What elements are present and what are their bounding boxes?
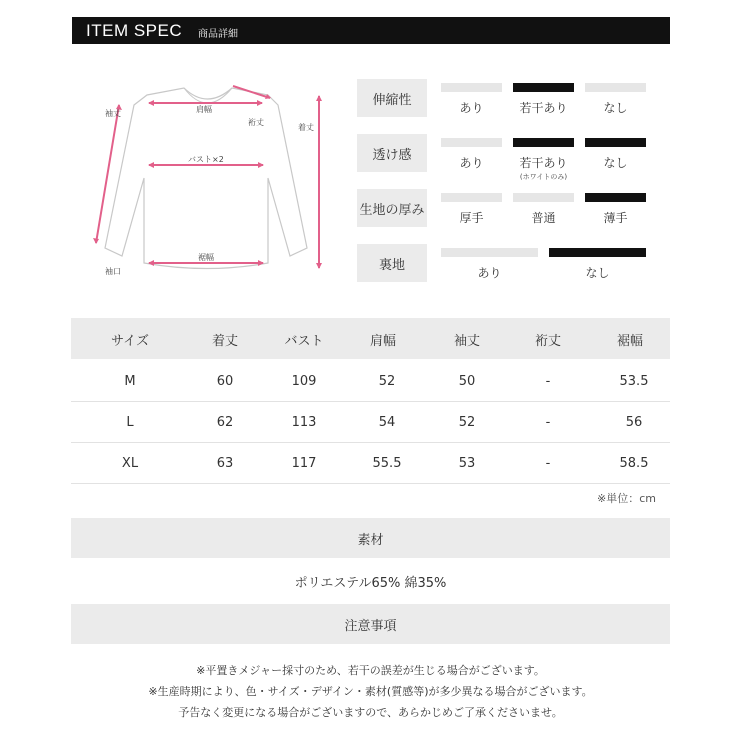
diagram-label-cuff: 袖口: [105, 267, 121, 276]
column-header: バスト: [284, 334, 324, 349]
table-cell: -: [545, 456, 551, 471]
table-cell: 109: [291, 374, 317, 389]
notice-line: ※平置きメジャー採寸のため、若干の誤差が生じる場合がございます。: [196, 664, 545, 677]
spec-bar: [585, 83, 646, 92]
table-cell: 113: [291, 415, 317, 430]
header-bar: [72, 17, 670, 44]
spec-label: 生地の厚み: [357, 189, 427, 227]
column-header: 袖丈: [453, 334, 480, 349]
diagram-label-bust: バスト×2: [188, 155, 224, 164]
table-cell: 117: [291, 456, 317, 471]
notes-heading: 注意事項: [71, 604, 670, 644]
column-header: 肩幅: [369, 334, 396, 349]
spec-option-label: 若干あり: [519, 101, 568, 115]
table-cell: 53.5: [619, 374, 649, 389]
spec-bar: [441, 248, 538, 257]
spec-bar: [441, 193, 502, 202]
column-header: 着丈: [211, 334, 238, 349]
spec-option-label: なし: [585, 266, 610, 280]
spec-option-label: あり: [459, 156, 484, 170]
spec-bar-active: [585, 193, 646, 202]
table-cell: L: [126, 415, 134, 430]
garment-outline: [105, 88, 307, 269]
table-cell: 54: [378, 415, 396, 430]
size-table-header: [71, 318, 670, 359]
table-cell: -: [545, 415, 551, 430]
material-heading: 素材: [71, 518, 670, 558]
table-cell: 63: [216, 456, 234, 471]
diagram-label-shoulder-width: 肩幅: [196, 105, 212, 114]
notice-line: ※生産時期により、色・サイズ・デザイン・素材(質感等)が多少異なる場合がございます。: [148, 685, 593, 698]
spec-bar-active: [513, 138, 574, 147]
spec-bar-active: [513, 83, 574, 92]
unit-note: ※単位：cm: [597, 492, 656, 505]
table-cell: 58.5: [619, 456, 649, 471]
spec-label: 伸縮性: [357, 79, 427, 117]
diagram-label-yuki-length: 裄丈: [248, 118, 264, 127]
spec-option-label: 若干あり: [519, 156, 568, 170]
diagram-label-sleeve-length: 袖丈: [105, 109, 121, 118]
header-subtitle: 商品詳細: [198, 29, 238, 40]
diagram-label-hem-width: 裾幅: [198, 253, 214, 262]
spec-label: 裏地: [357, 244, 427, 282]
column-header: サイズ: [111, 334, 149, 349]
header-title: ITEM SPEC: [86, 21, 183, 40]
row-divider: [71, 483, 670, 484]
spec-option-label: 薄手: [603, 211, 628, 225]
spec-option-label: 厚手: [459, 211, 484, 225]
notice-line: 予告なく変更になる場合がございますので、あらかじめご了承くださいませ。: [178, 706, 563, 719]
spec-bar: [441, 83, 502, 92]
spec-bar: [441, 138, 502, 147]
table-cell: M: [124, 374, 136, 389]
table-cell: 50: [458, 374, 476, 389]
table-cell: 52: [378, 374, 396, 389]
spec-bar-active: [549, 248, 646, 257]
spec-option-label: あり: [459, 101, 484, 115]
spec-option-label: なし: [603, 156, 628, 170]
spec-option-label: あり: [477, 266, 502, 280]
spec-label: 透け感: [357, 134, 427, 172]
table-cell: 55.5: [372, 456, 402, 471]
column-header: 裾幅: [616, 334, 643, 349]
table-cell: 56: [625, 415, 643, 430]
table-cell: 60: [216, 374, 234, 389]
spec-bar-active: [585, 138, 646, 147]
material-text: ポリエステル65% 綿35%: [294, 576, 447, 591]
row-divider: [71, 401, 670, 402]
row-divider: [71, 442, 670, 443]
table-cell: 52: [458, 415, 476, 430]
table-cell: 62: [216, 415, 234, 430]
spec-option-note: (ホワイトのみ): [519, 173, 568, 181]
spec-option-label: 普通: [531, 211, 556, 225]
spec-bar: [513, 193, 574, 202]
table-cell: -: [545, 374, 551, 389]
garment-measurement-diagram: [72, 78, 342, 288]
spec-option-label: なし: [603, 101, 628, 115]
diagram-label-body-length: 着丈: [298, 123, 314, 132]
table-cell: XL: [121, 456, 139, 471]
table-cell: 53: [458, 456, 476, 471]
column-header: 裄丈: [534, 334, 561, 349]
